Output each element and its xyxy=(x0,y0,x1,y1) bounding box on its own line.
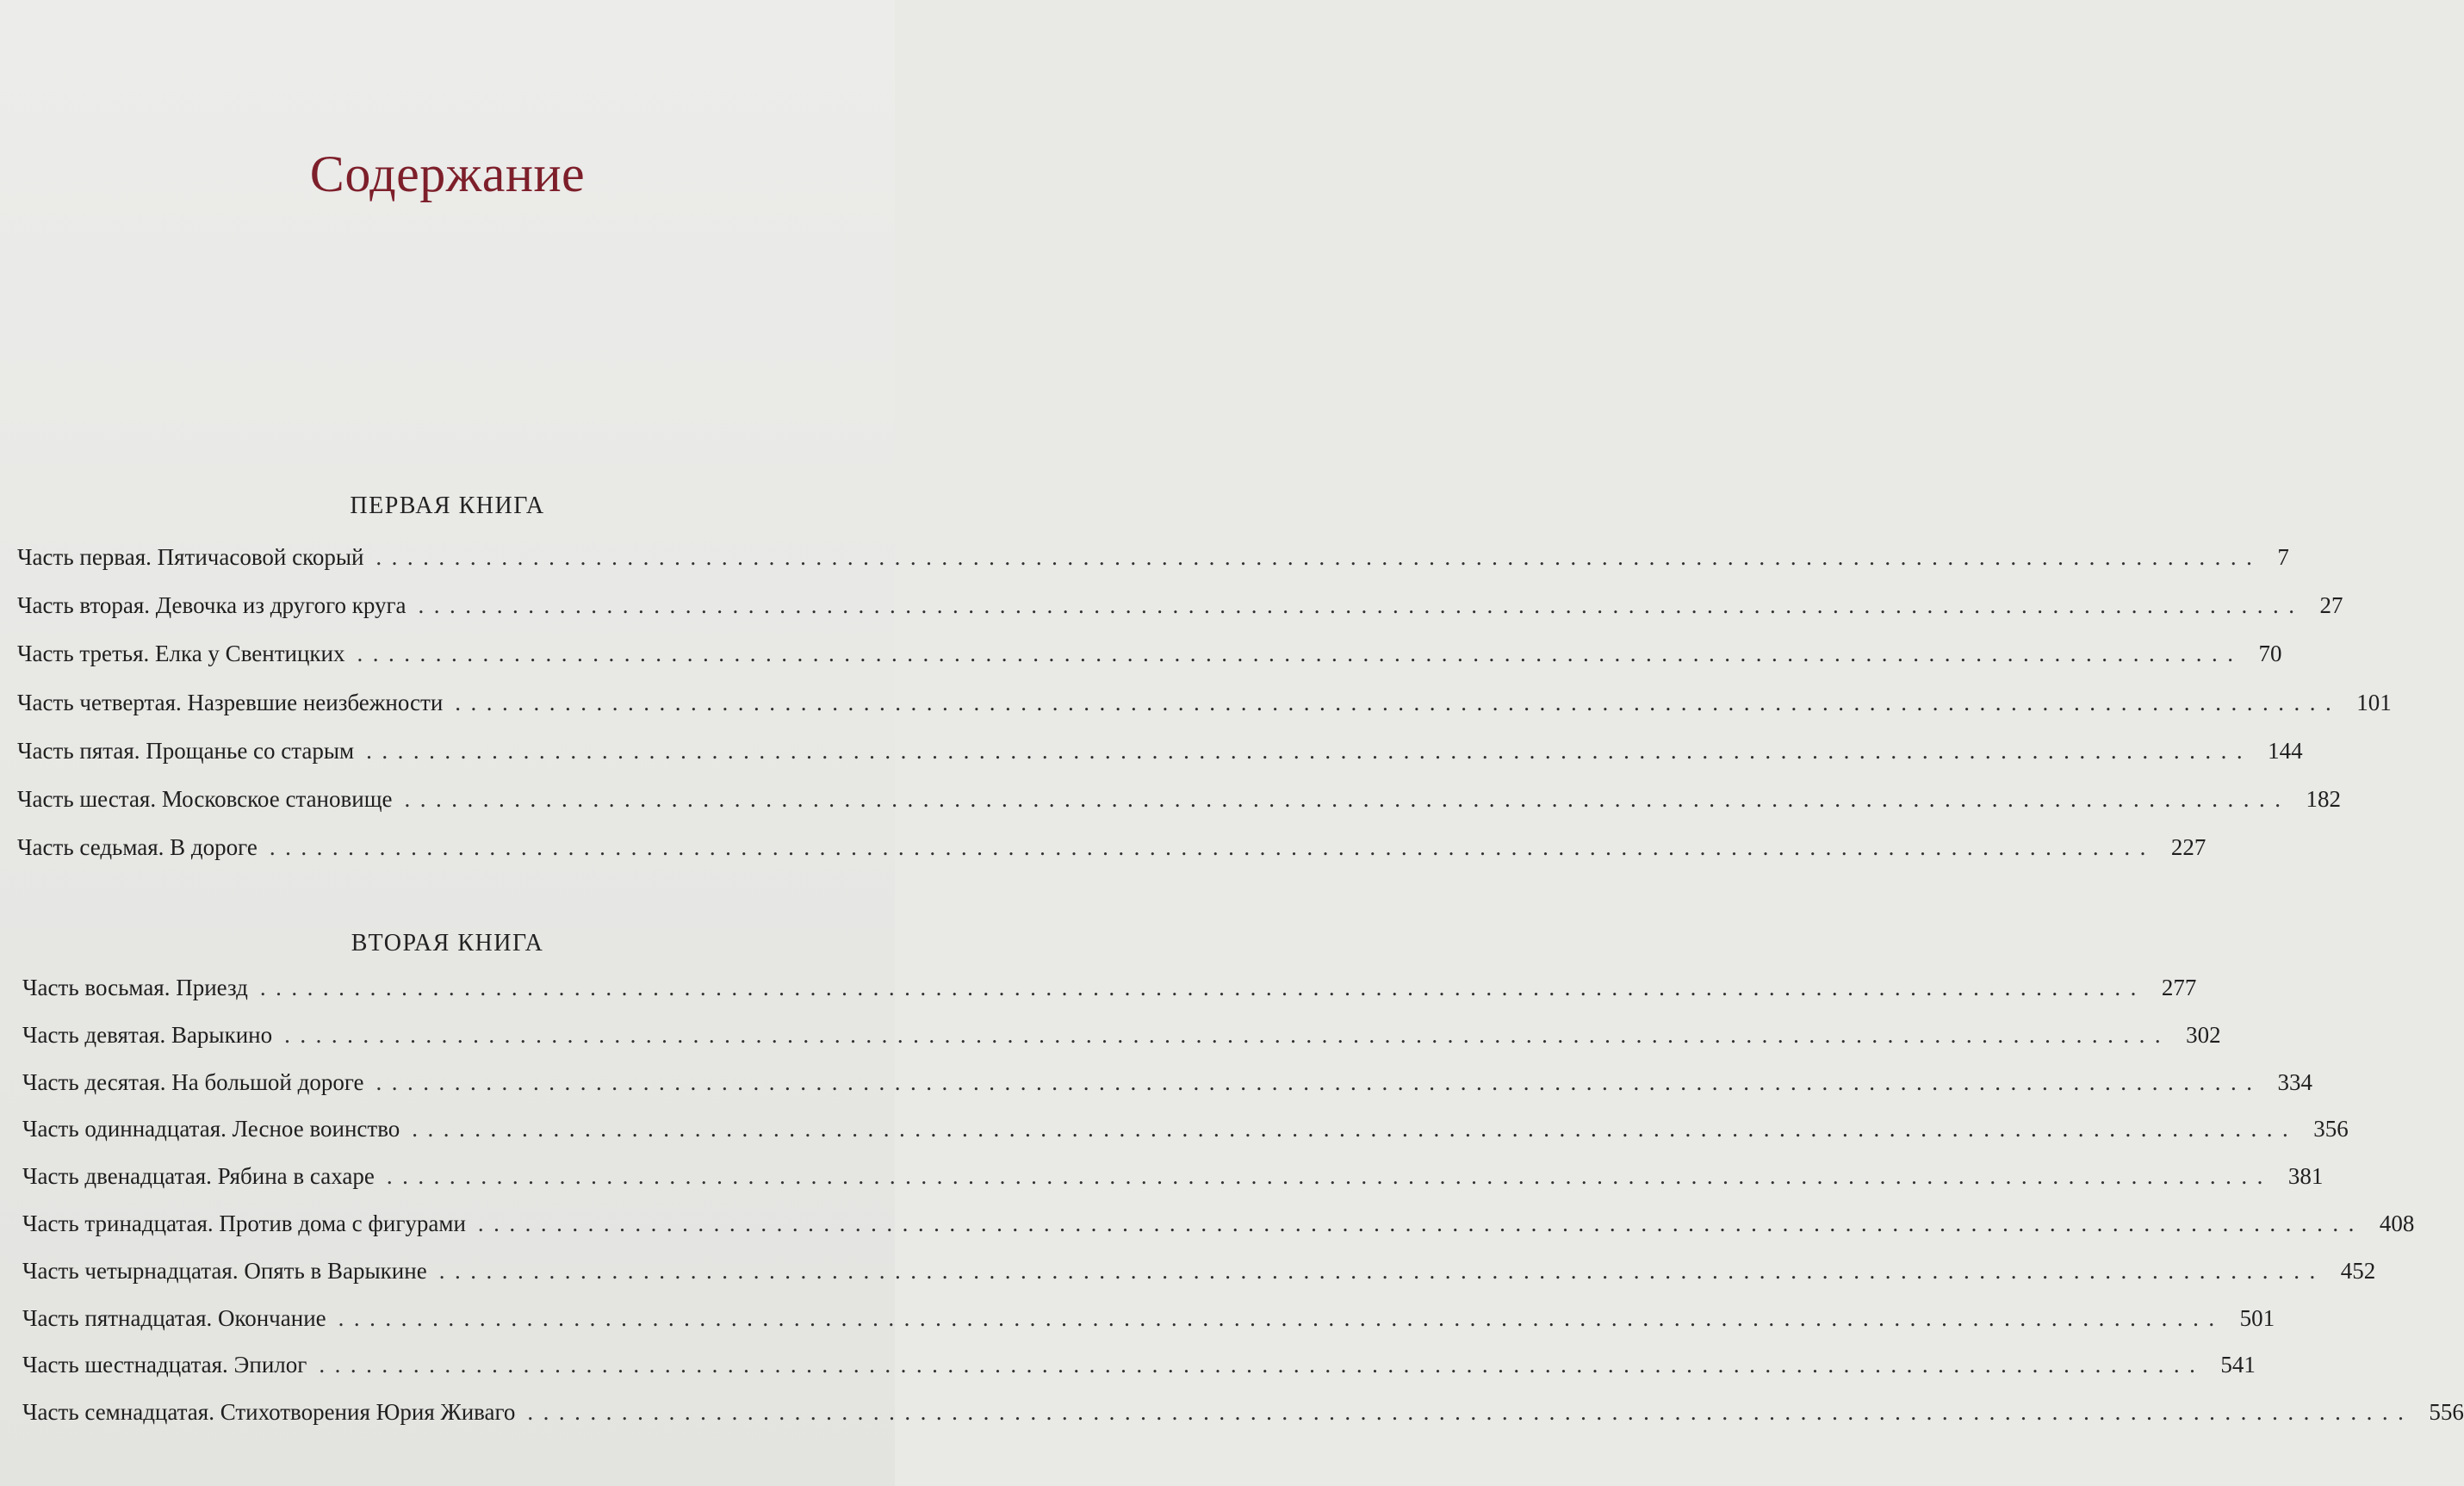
dot-leader: ........................................................................................................................ xyxy=(477,1210,2364,1236)
toc-entry xyxy=(17,689,2392,740)
book-heading-second: ВТОРАЯ КНИГА xyxy=(351,930,544,957)
toc-entry-title: Часть двенадцатая. Рябина в сахаре xyxy=(22,1163,375,1190)
toc-entry xyxy=(17,641,2282,690)
toc-entry-page-number: 501 xyxy=(2239,1304,2275,1331)
dot-leader: ........................................................................................................................ xyxy=(375,544,2262,570)
toc-entry-title: Часть пятая. Прощанье со старым xyxy=(17,737,355,764)
toc-entry-page-number: 541 xyxy=(2220,1352,2256,1378)
dot-leader: ........................................................................................................................ xyxy=(357,641,2244,667)
dot-leader: ........................................................................................................................ xyxy=(386,1163,2273,1190)
toc-list-second-book xyxy=(22,975,2464,1448)
toc-entry-title: Часть четвертая. Назревшие неизбежности xyxy=(17,689,444,715)
toc-entry xyxy=(22,1116,2349,1165)
toc-entry xyxy=(17,592,2343,642)
toc-entry-title: Часть восьмая. Приезд xyxy=(22,975,248,1000)
toc-entry xyxy=(17,737,2303,788)
toc-entry-title: Часть десятая. На большой дороге xyxy=(22,1068,364,1095)
toc-entry xyxy=(22,1068,2313,1118)
toc-entry xyxy=(17,834,2206,884)
dot-leader: ........................................................................................................................ xyxy=(284,1021,2171,1048)
toc-entry-page-number: 556 xyxy=(2429,1399,2464,1426)
dot-leader: ........................................................................................................................ xyxy=(412,1116,2299,1142)
toc-entry-title: Часть семнадцатая. Стихотворения Юрия Живаго xyxy=(22,1399,516,1426)
toc-entry-title: Часть девятая. Варыкино xyxy=(22,1021,273,1048)
toc-entry-title: Часть третья. Елка у Свентицких xyxy=(17,641,345,667)
toc-entry-page-number: 381 xyxy=(2287,1163,2324,1190)
toc-entry xyxy=(22,1304,2275,1354)
book-heading-first: ПЕРВАЯ КНИГА xyxy=(350,492,545,519)
dot-leader: ........................................................................................................................ xyxy=(259,975,2146,1000)
toc-entry xyxy=(22,1257,2376,1307)
toc-entry-page-number: 408 xyxy=(2379,1210,2415,1236)
toc-entry-title: Часть вторая. Девочка из другого круга xyxy=(17,592,407,619)
toc-entry-page-number: 70 xyxy=(2258,641,2282,667)
toc-entry-page-number: 7 xyxy=(2277,544,2289,570)
toc-entry-title: Часть шестнадцатая. Эпилог xyxy=(22,1352,307,1378)
dot-leader: ........................................................................................................................ xyxy=(404,785,2291,812)
toc-entry-page-number: 27 xyxy=(2319,592,2343,619)
toc-entry xyxy=(17,785,2341,836)
toc-entry-title: Часть первая. Пятичасовой скорый xyxy=(17,544,364,570)
toc-entry xyxy=(22,1163,2324,1212)
toc-entry xyxy=(22,975,2197,1024)
page-title: Содержание xyxy=(309,146,586,202)
toc-entry-page-number: 302 xyxy=(2186,1021,2221,1048)
toc-entry xyxy=(22,1399,2464,1448)
toc-entry-page-number: 144 xyxy=(2268,737,2303,764)
toc-entry-title: Часть тринадцатая. Против дома с фигурами xyxy=(22,1210,466,1236)
toc-entry xyxy=(22,1021,2221,1071)
dot-leader: ........................................................................................................................ xyxy=(338,1304,2225,1331)
toc-entry-title: Часть пятнадцатая. Окончание xyxy=(22,1304,326,1331)
dot-leader: ........................................................................................................................ xyxy=(269,834,2156,861)
toc-entry xyxy=(22,1352,2256,1401)
toc-entry-page-number: 452 xyxy=(2340,1257,2376,1284)
dot-leader: ........................................................................................................................ xyxy=(527,1399,2414,1426)
toc-list-first-book xyxy=(17,544,2392,884)
toc-entry-page-number: 277 xyxy=(2161,975,2197,1000)
dot-leader: ........................................................................................................................ xyxy=(455,689,2342,715)
toc-entry-page-number: 356 xyxy=(2313,1116,2349,1142)
dot-leader: ........................................................................................................................ xyxy=(418,592,2305,619)
toc-entry-page-number: 182 xyxy=(2306,785,2341,812)
dot-leader: ........................................................................................................................ xyxy=(375,1068,2262,1095)
toc-entry-title: Часть седьмая. В дороге xyxy=(17,834,258,861)
toc-entry xyxy=(17,544,2289,594)
toc-entry-page-number: 227 xyxy=(2170,834,2206,861)
toc-entry-page-number: 101 xyxy=(2356,689,2392,715)
toc-entry-title: Часть шестая. Московское становище xyxy=(17,785,393,812)
dot-leader: ........................................................................................................................ xyxy=(366,737,2253,764)
toc-entry-title: Часть одиннадцатая. Лесное воинство xyxy=(22,1116,400,1142)
toc-entry xyxy=(22,1210,2415,1260)
dot-leader: ........................................................................................................................ xyxy=(438,1257,2325,1284)
toc-entry-title: Часть четырнадцатая. Опять в Варыкине xyxy=(22,1257,427,1284)
toc-entry-page-number: 334 xyxy=(2277,1068,2313,1095)
dot-leader: ........................................................................................................................ xyxy=(319,1352,2206,1378)
